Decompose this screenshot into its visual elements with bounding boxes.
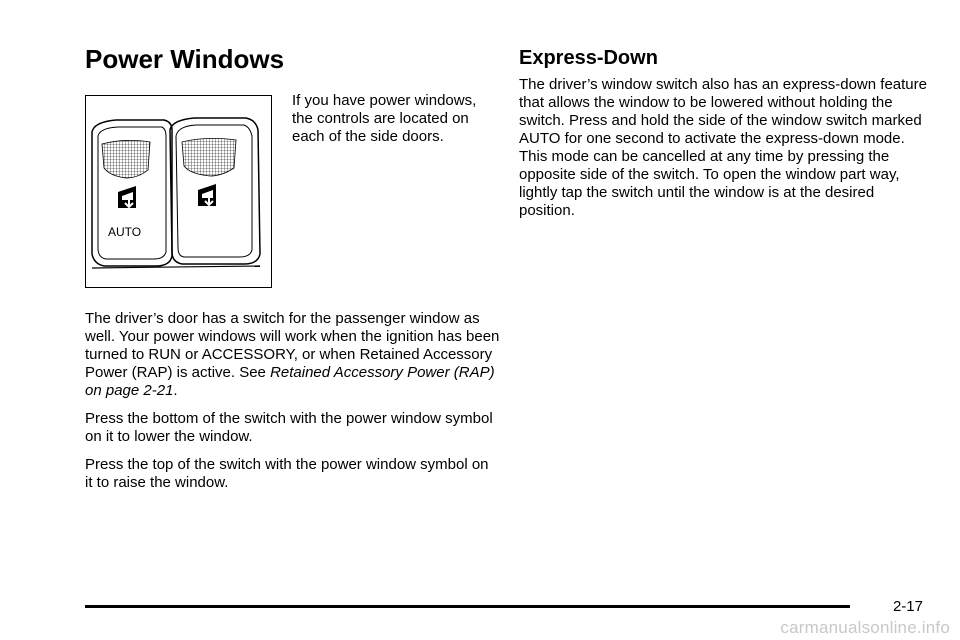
- window-down-icon: [198, 184, 216, 206]
- intro-text: If you have power windows, the controls are located on each of the side doors.: [292, 92, 477, 145]
- paragraph-3: Press the top of the switch with the power window symbol on it to raise the window.: [85, 456, 489, 491]
- paragraph-2: Press the bottom of the switch with the power window symbol on it to lower the window.: [85, 410, 493, 445]
- right-column: [519, 76, 929, 220]
- footer-rule: [85, 605, 850, 608]
- power-window-switch-illustration: [85, 95, 272, 288]
- page-title: Power Windows: [85, 44, 285, 74]
- window-down-icon: [118, 186, 136, 208]
- auto-label: AUTO: [108, 225, 142, 239]
- left-column: [85, 310, 500, 502]
- paragraph-1-text: The driver’s door has a switch for the passenger window as well. Your power windows will work when the ignition has been turned to RUN or ACCESSORY, or when Retained Accessory Power (RAP) is active. See: [85, 310, 500, 381]
- watermark: carmanualsonline.info: [780, 618, 950, 637]
- section-heading-express-down: Express-Down: [519, 47, 658, 69]
- cross-reference-link: Retained Accessory Power (RAP) on page 2-21: [85, 364, 495, 399]
- express-down-body: The driver’s window switch also has an express-down feature that allows the window to be lowered without holding the switch. Press and hold the side of the window switch marked AUTO for one second to activate the express-down mode. This mode can be cancelled at any time by pressing the opposite side of the switch. To open the window part way, lightly tap the switch until the window is at the desired position.: [519, 76, 927, 219]
- paragraph-1-end: .: [173, 382, 178, 399]
- paragraph-1: [85, 310, 500, 400]
- page-number: 2-17: [892, 598, 923, 615]
